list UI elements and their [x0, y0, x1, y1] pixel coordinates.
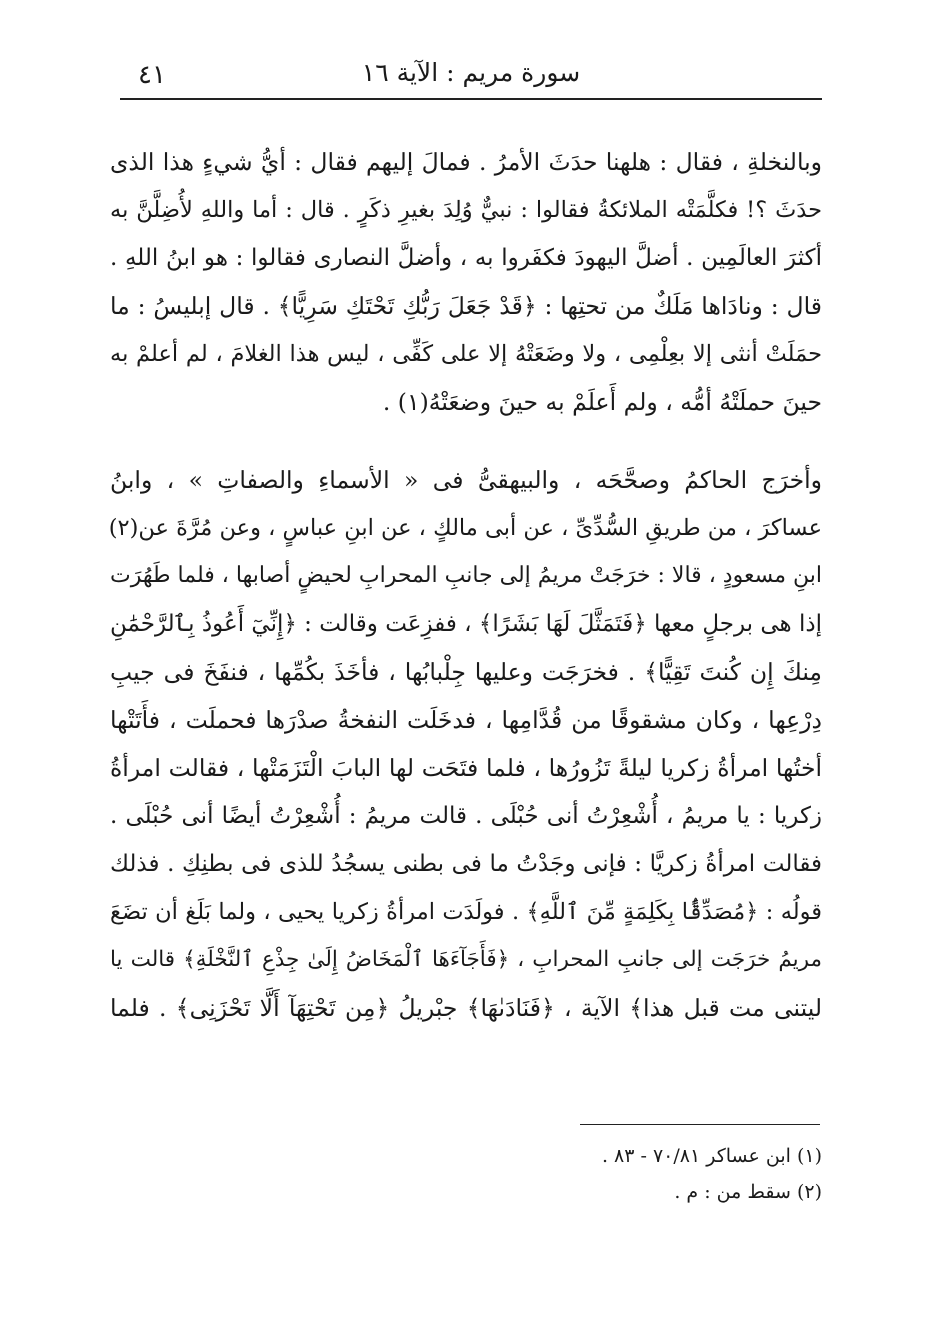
- text-line: ليتنى مت قبل هذا﴾ الآية ، ﴿فَنَادَىٰهَا﴾ جبْريلُ ﴿مِن تَحْتِهَآ أَلَّا تَحْزَنِى﴾ . فلما: [110, 994, 822, 1022]
- page-number: ٤١: [138, 60, 166, 90]
- body-text: [110, 138, 822, 1032]
- text-line: قولُه : ﴿مُصَدِّقًۢا بِكَلِمَةٍ مِّنَ ٱللَّهِ﴾ . فولَدَت امرأةُ زكريا يحيى ، ولما بَلَغ أن تضَعَ: [110, 899, 822, 925]
- footnote-1: (١) ابن عساكر ٧٠/٨١ - ٨٣ .: [601, 1145, 822, 1167]
- paragraph-1: [110, 138, 822, 426]
- text-line: أكثرَ العالَمِين . أضلَّ اليهودَ فكفَروا به ، وأضلَّ النصارى فقالوا : هو ابنُ اللهِ .: [110, 245, 822, 271]
- text-line: حينَ حملَتْهُ أمُّه ، ولم أَعلَمْ به حينَ وضعَتْهُ(١) .: [382, 388, 822, 416]
- text-line: مريمُ خرَجَت إلى جانبِ المحرابِ ، ﴿فَأَجَآءَهَا ٱلْمَخَاضُ إِلَىٰ جِذْعِ ٱلنَّخْلَةِ﴾ قالت يا: [110, 947, 822, 972]
- text-line: إذا هى برجلٍ معها ﴿فَتَمَثَّلَ لَهَا بَشَرًا﴾ ، ففزِعَت وقالت : ﴿إِنِّيٓ أَعُوذُ بِٱلرَّحْمَٰنِ: [109, 611, 822, 637]
- text-line: ابنِ مسعودٍ ، قالا : خرَجَتْ مريمُ إلى جانبِ المحرابِ لحيضٍ أصابها ، فلما طَهُرَت: [110, 563, 822, 588]
- paragraph-gap: [110, 426, 822, 456]
- text-line: عساكرَ ، من طريقِ السُّدِّىِّ ، عن أبى مالكٍ ، عن ابنِ عباسٍ ، وعن مُرَّةَ عن(٢): [108, 515, 822, 541]
- footnote-2: (٢) سقط من : م .: [674, 1181, 822, 1203]
- text-line: أختُها امرأةُ زكريا ليلةً تَزُورُها ، فلما فتَحَت لها البابَ الْتَزَمَتْها ، فقالت امرأةُ: [110, 754, 822, 782]
- running-title: سورة مريم : الآية ١٦: [361, 58, 581, 87]
- text-line: حدَثَ ؟! فكلَّمَتْه الملائكةُ فقالوا : نبيٌّ وُلِدَ بغيرِ ذكَرٍ . قال : أما واللهِ لأُضِلَّنَّ به: [110, 197, 822, 223]
- text-line: قال : ونادَاها مَلَكٌ من تحتِها : ﴿قَدْ جَعَلَ رَبُّكِ تَحْتَكِ سَرِيًّا﴾ . قال إبليسُ : ما: [110, 292, 822, 320]
- footnote-divider: [580, 1124, 820, 1125]
- text-line: وأخرَج الحاكمُ وصحَّحَه ، والبيهقىُّ فى « الأسماءِ والصفاتِ » ، وابنُ: [110, 466, 822, 494]
- text-line: مِنكَ إِن كُنتَ تَقِيًّا﴾ . فخرَجَت وعليها جِلْبابُها ، فأخَذَ بكُمِّها ، فنفَخَ فى جيبِ: [110, 658, 822, 686]
- page-header: [120, 52, 822, 92]
- header-divider: [120, 98, 822, 100]
- footnotes: [110, 1138, 822, 1210]
- text-line: دِرْعِها ، وكان مشقوقًا من قُدَّامِها ، فدخَلَت النفخةُ صدْرَها فحملَت ، فأَتَتْها: [110, 706, 822, 734]
- paragraph-2: [110, 456, 822, 1032]
- text-line: حمَلَتْ أنثى إلا بعِلْمِى ، ولا وضَعَتْهُ إلا على كَفِّى ، ليس هذا الغلامَ ، لم أعلمْ به: [110, 341, 822, 367]
- text-line: وبالنخلةِ ، فقال : هلهنا حدَثَ الأمرُ . فمالَ إليهم فقال : أيُّ شيءٍ هذا الذى: [110, 148, 822, 176]
- text-line: زكريا : يا مريمُ ، أُشْعِرْتُ أنى حُبْلَى . قالت مريمُ : أُشْعِرْتُ أيضًا أنى حُبْلَى .: [110, 803, 822, 829]
- text-line: فقالت امرأةُ زكريَّا : فإنى وجَدْتُ ما فى بطنى يسجُدُ للذى فى بطنِكِ . فذلك: [110, 851, 822, 877]
